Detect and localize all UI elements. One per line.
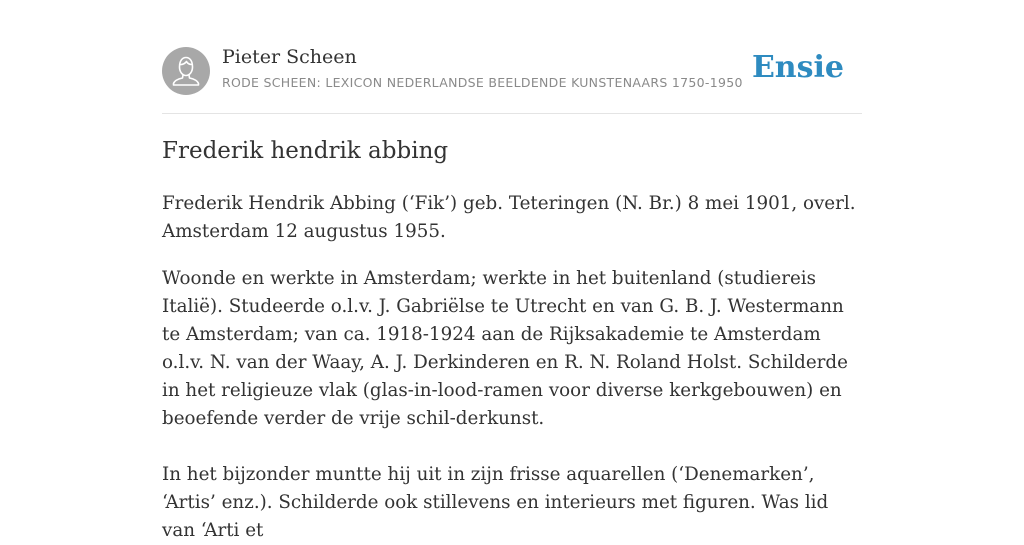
ensie-logo[interactable]: Ensie bbox=[751, 50, 844, 85]
user-silhouette-icon bbox=[162, 47, 210, 95]
article-header bbox=[162, 0, 862, 114]
article-title: Frederik hendrik abbing bbox=[162, 138, 449, 164]
source-title[interactable]: RODE SCHEEN: LEXICON NEDERLANDSE BEELDENDE KUNSTENAARS 1750-1950 bbox=[222, 75, 743, 90]
article-container bbox=[162, 0, 862, 541]
author-avatar[interactable] bbox=[162, 47, 210, 95]
article-paragraph-3: In het bijzonder muntte hij uit in zijn frisse aquarellen (‘Denemarken’, ‘Artis’ enz.). Schilderde ook stillevens en interieurs met figuren. Was lid van ‘Arti et bbox=[162, 464, 829, 541]
article-paragraph-2: Woonde en werkte in Amsterdam; werkte in het buitenland (studiereis Italië). Studeerde o.l.v. J. Gabriëlse te Utrecht en van G. B. J. Westermann te Amsterdam; van ca. 1918-1924 aan de Rijksakademie te Amsterdam o.l.v. N. van der Waay, A. J. Derkinderen en R. N. Roland Holst. Schilderde in het religieuze vlak (glas-in-lood-ramen voor diverse kerkgebouwen) en beoefende verder de vrije schil-derkunst. bbox=[162, 268, 848, 429]
article-paragraph-1: Frederik Hendrik Abbing (‘Fik’) geb. Teteringen (N. Br.) 8 mei 1901, overl. Amsterdam 12 augustus 1955. bbox=[162, 193, 856, 242]
author-name[interactable]: Pieter Scheen bbox=[222, 46, 357, 68]
